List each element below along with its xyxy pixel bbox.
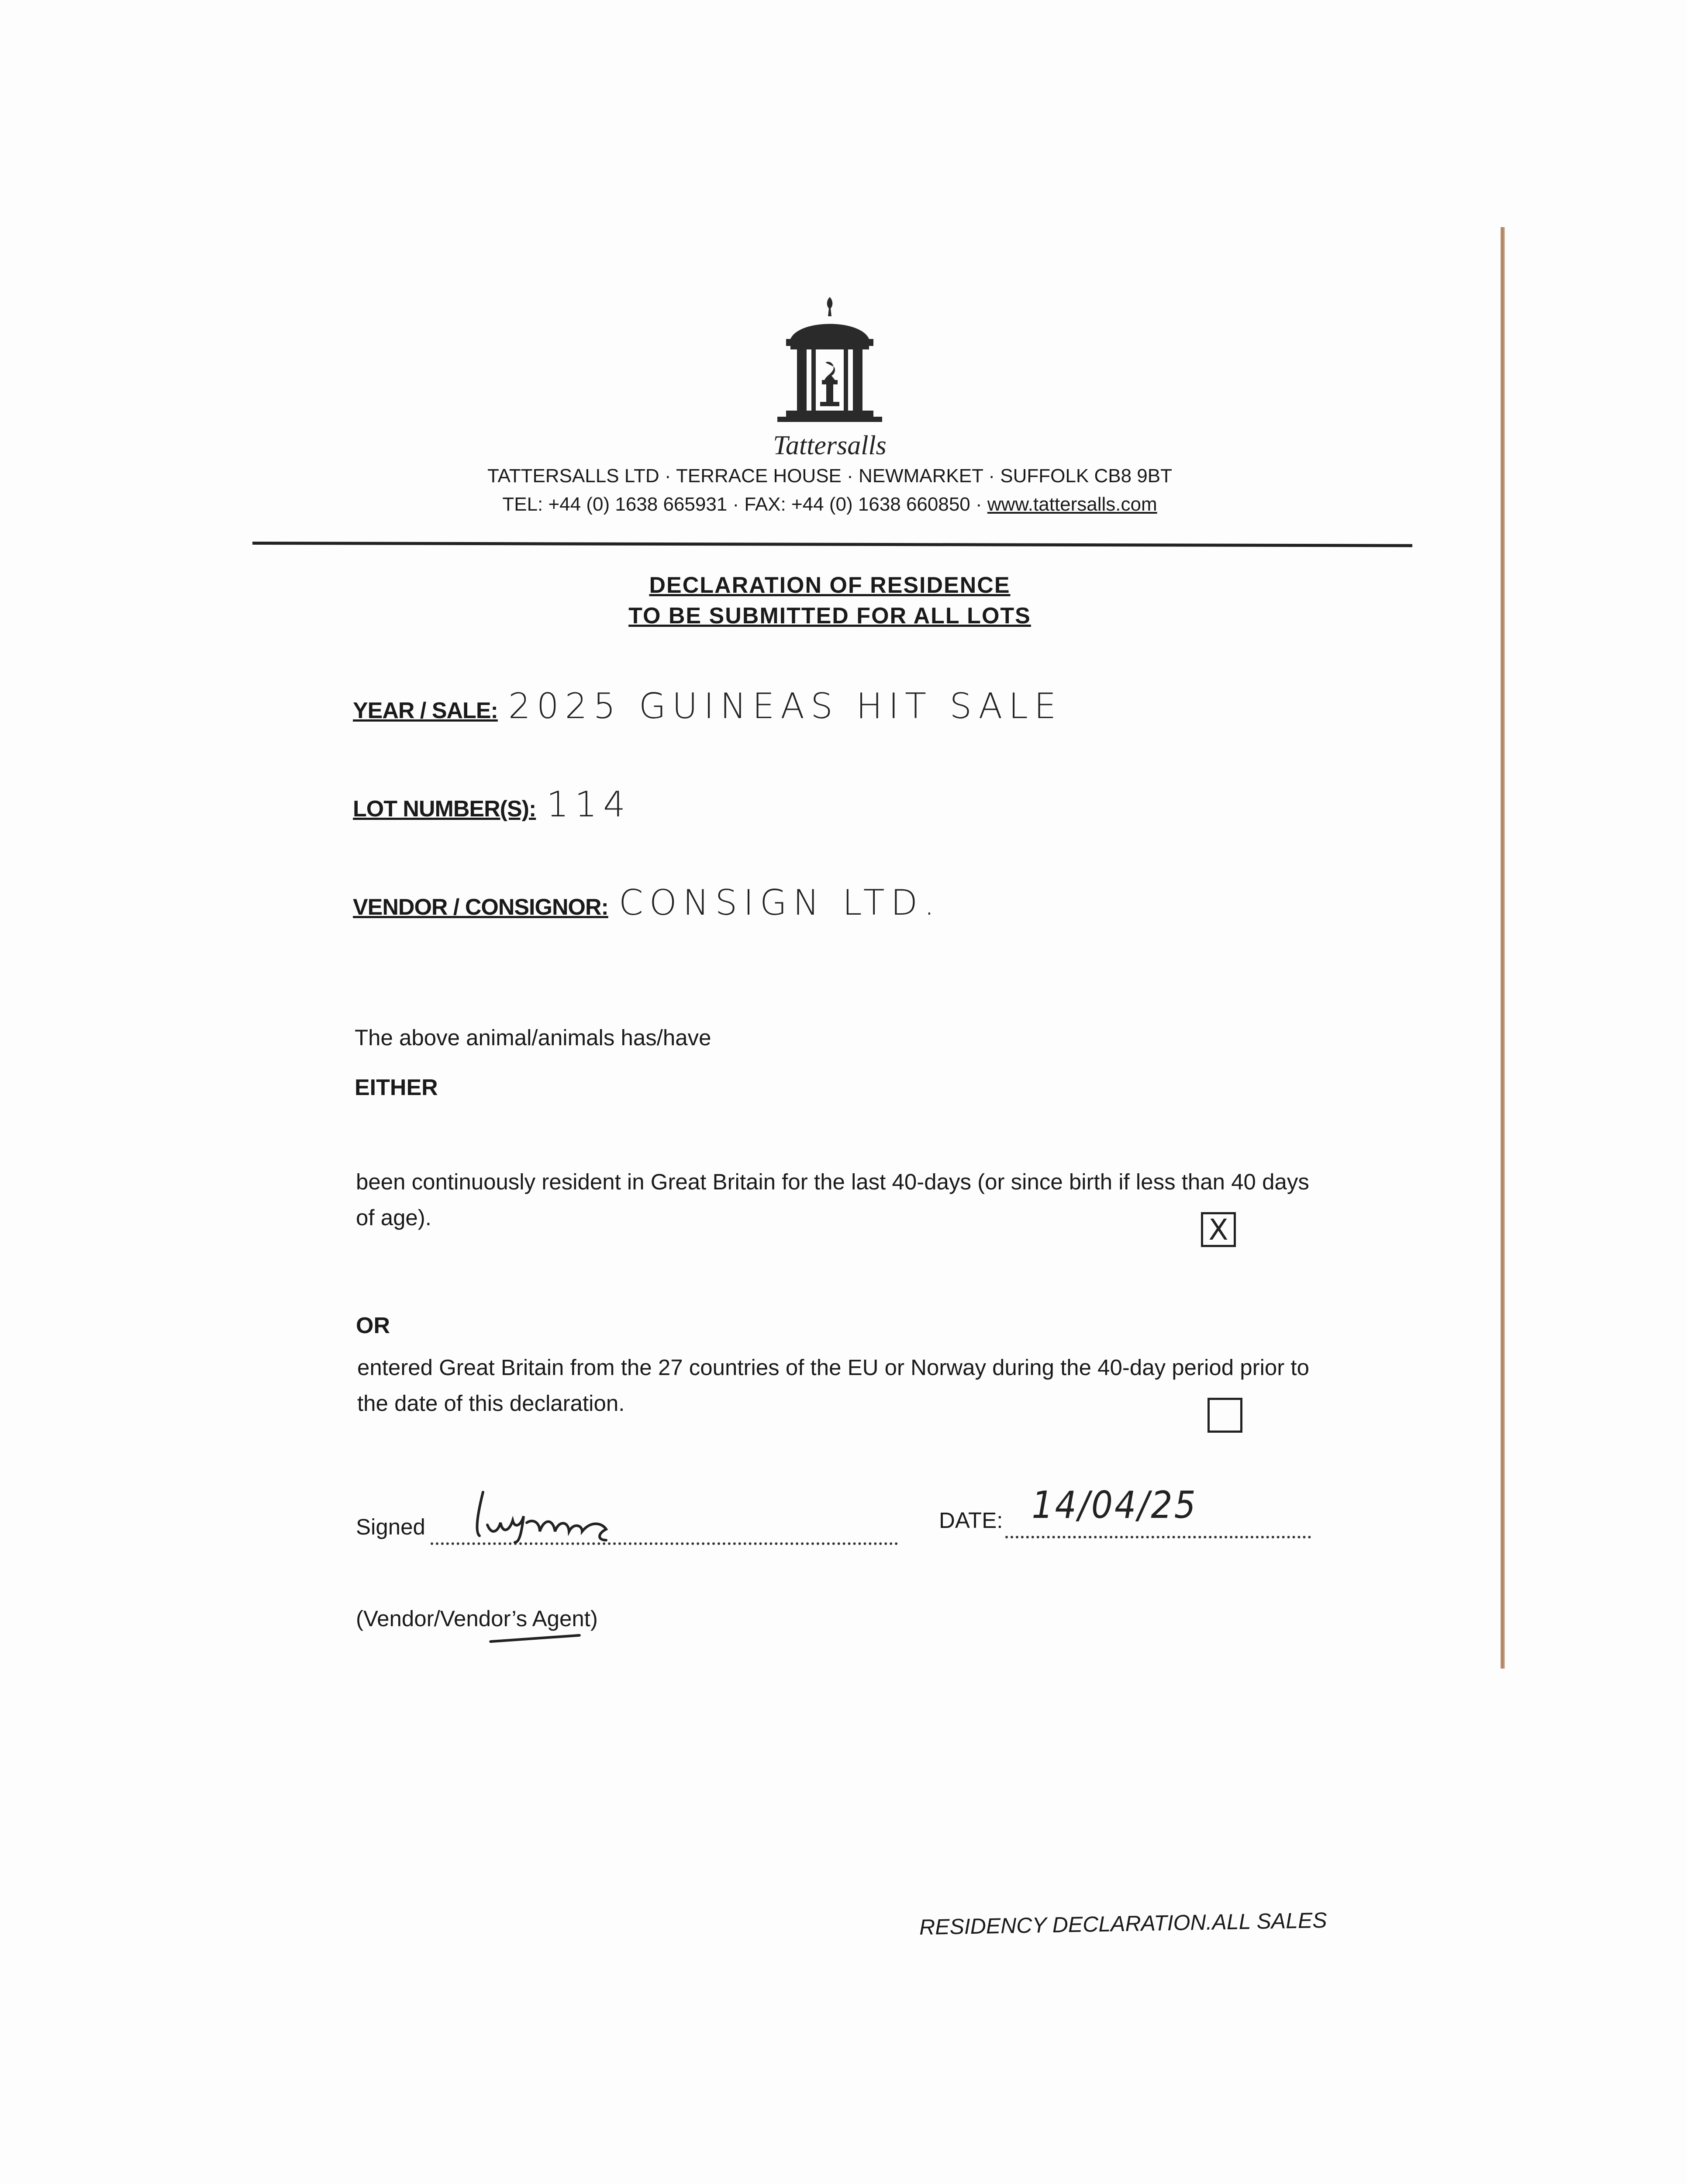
- option2-checkbox[interactable]: [1207, 1398, 1242, 1433]
- lot-number-field: [353, 784, 631, 825]
- date-field[interactable]: [1005, 1483, 1311, 1538]
- or-label: OR: [356, 1313, 390, 1338]
- date-line: [939, 1483, 1311, 1538]
- signature-field[interactable]: [431, 1525, 898, 1545]
- vendor-agent-caption: (Vendor/Vendor’s Agent): [356, 1606, 598, 1631]
- date-value: 14/04/25: [1032, 1483, 1197, 1527]
- paper-edge: [1501, 227, 1505, 1669]
- year-sale-field: [353, 686, 1062, 726]
- document-title: DECLARATION OF RESIDENCE: [649, 573, 1011, 598]
- handwritten-signature: [470, 1483, 636, 1545]
- brand-name: Tattersalls: [773, 431, 887, 460]
- contact-line: [0, 494, 1659, 515]
- address-line: TATTERSALLS LTD · TERRACE HOUSE · NEWMARKET · SUFFOLK CB8 9BT: [487, 465, 1172, 487]
- document-subtitle: TO BE SUBMITTED FOR ALL LOTS: [628, 603, 1031, 629]
- tattersalls-logo: [773, 297, 887, 428]
- vendor-field: [353, 882, 941, 923]
- contact-numbers: TEL: +44 (0) 1638 665931 · FAX: +44 (0) 1638 660850 ·: [502, 494, 987, 515]
- signature-line: [356, 1509, 898, 1545]
- vendor-value[interactable]: CONSIGN LTD.: [618, 882, 941, 923]
- signed-label: Signed: [356, 1514, 425, 1539]
- lot-number-value[interactable]: 114: [546, 784, 631, 825]
- website-link[interactable]: www.tattersalls.com: [987, 494, 1157, 515]
- checked-mark: X: [1208, 1213, 1228, 1247]
- year-sale-value[interactable]: 2025 GUINEAS HIT SALE: [508, 686, 1063, 726]
- header-divider: [252, 542, 1412, 547]
- footer-reference: RESIDENCY DECLARATION.ALL SALES: [919, 1908, 1328, 1940]
- date-label: DATE:: [939, 1508, 1003, 1533]
- option-continuous-residence: been continuously resident in Great Britain for the last 40-days (or since birth if less than 40 days of age).: [356, 1169, 1309, 1230]
- year-sale-label: YEAR / SALE:: [353, 698, 498, 723]
- lot-number-label: LOT NUMBER(S):: [353, 796, 536, 822]
- option1-checkbox[interactable]: [1201, 1212, 1236, 1247]
- intro-text: The above animal/animals has/have: [355, 1025, 711, 1050]
- vendor-label: VENDOR / CONSIGNOR:: [353, 895, 608, 920]
- option-entered-from-eu: entered Great Britain from the 27 countries of the EU or Norway during the 40-day period prior to the date of this declaration.: [357, 1355, 1309, 1416]
- either-label: EITHER: [355, 1075, 438, 1100]
